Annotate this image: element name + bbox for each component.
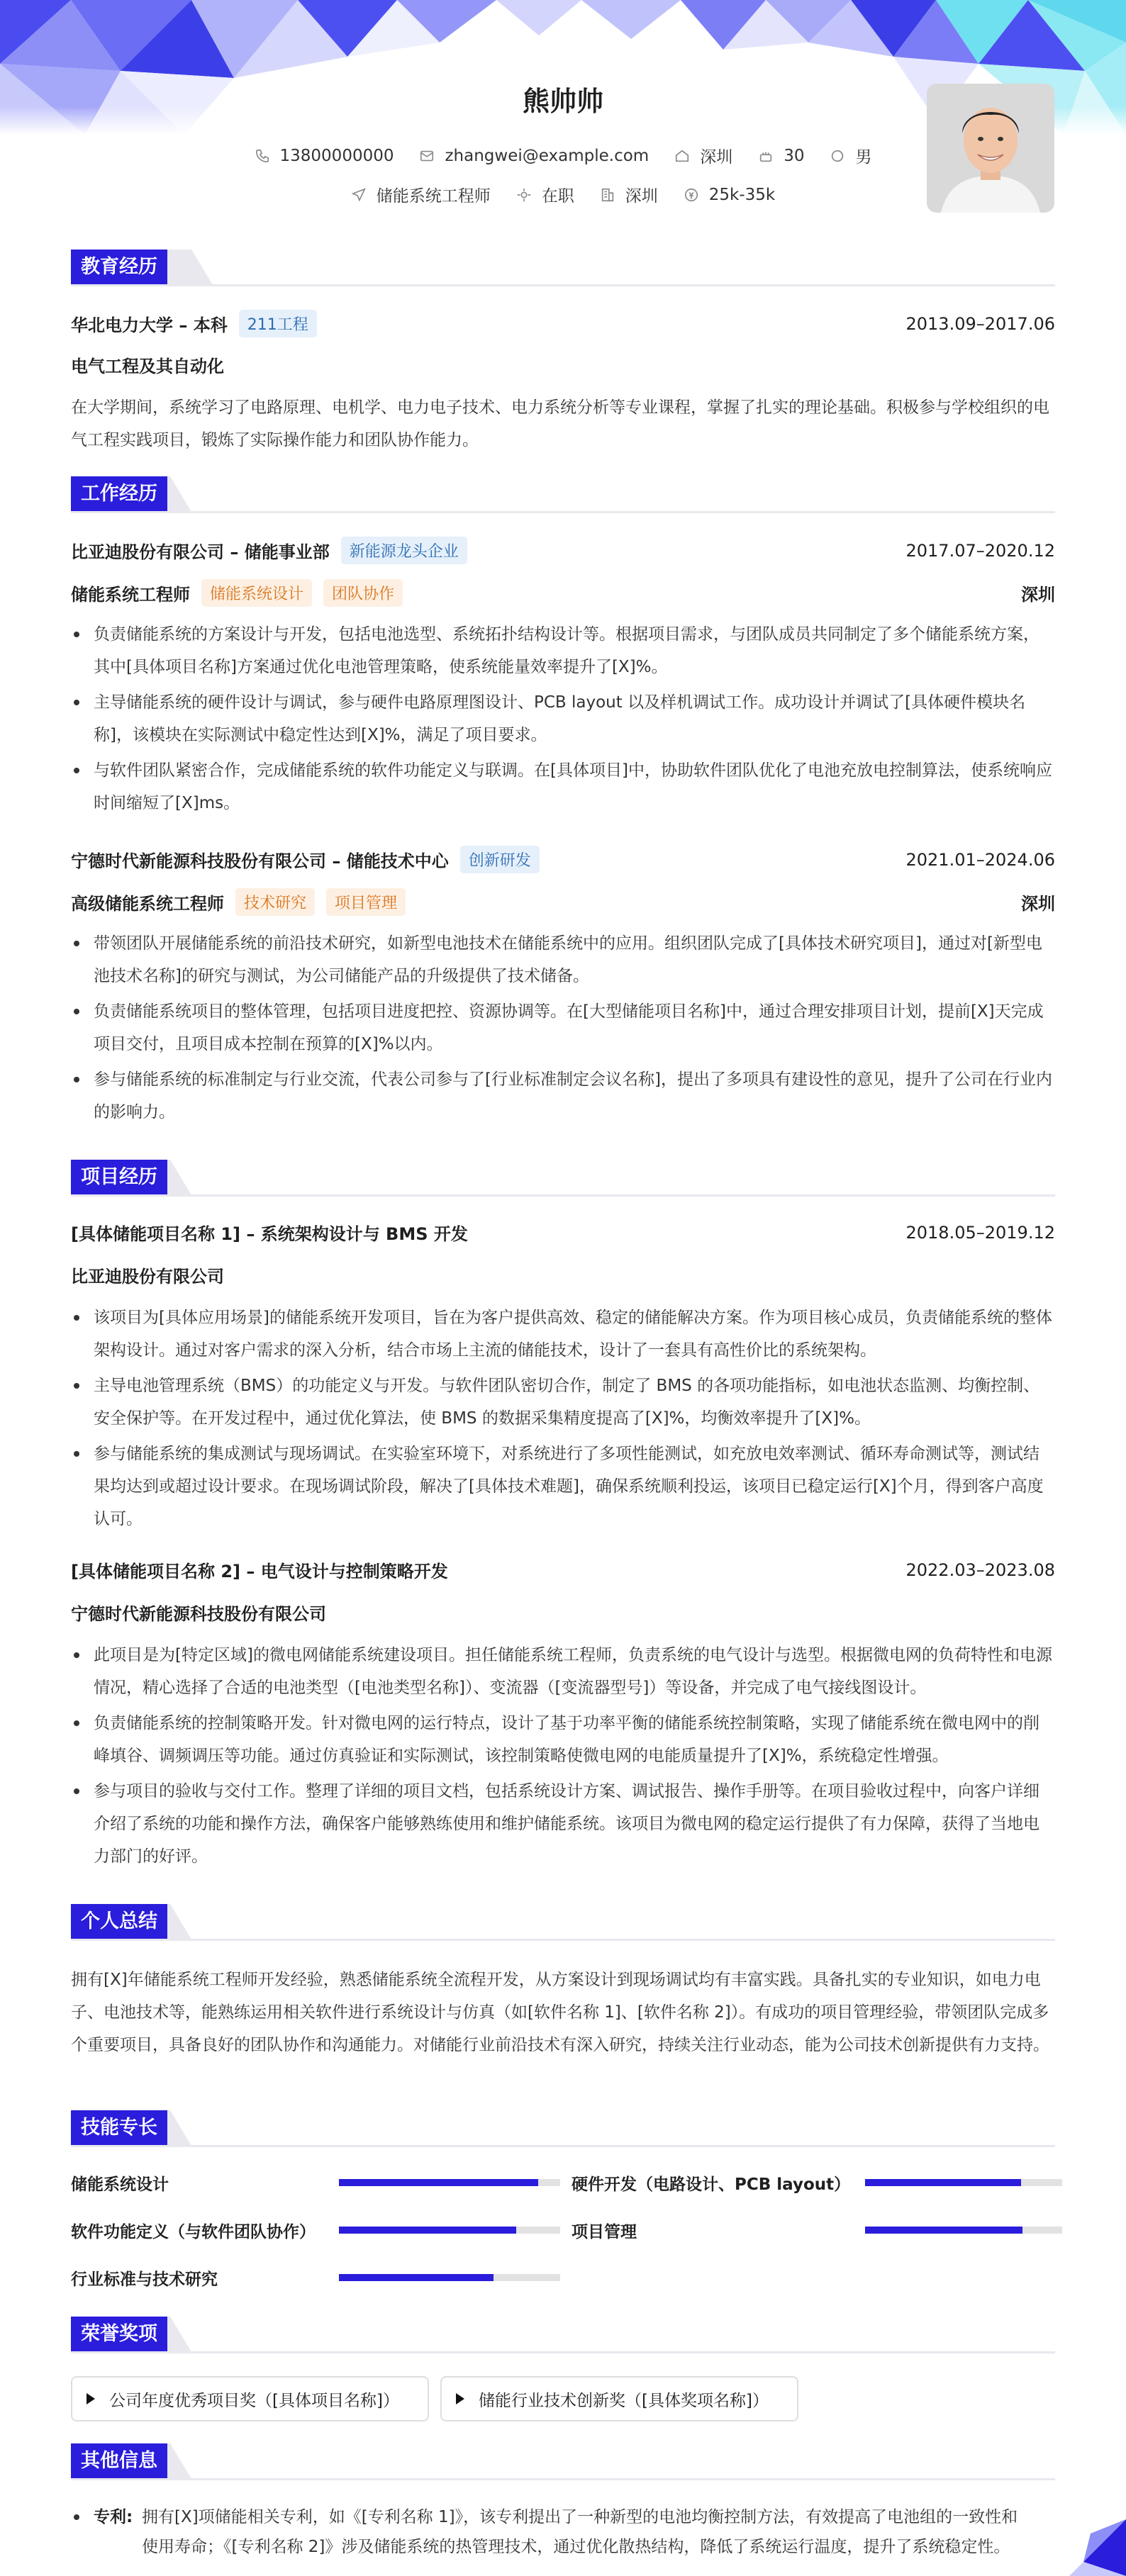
role-tag: 项目管理 <box>326 888 406 916</box>
work-date: 2021.01–2024.06 <box>905 849 1055 870</box>
work-date: 2017.07–2020.12 <box>905 540 1055 561</box>
status-info <box>516 183 574 206</box>
project-company: 宁德时代新能源科技股份有限公司 <box>71 1604 326 1624</box>
education-header <box>71 310 1055 337</box>
section-work <box>71 476 1055 512</box>
company-tag: 新能源龙头企业 <box>341 537 467 564</box>
work-location: 深圳 <box>1021 894 1055 914</box>
skill-bar <box>865 2227 1062 2234</box>
age-info <box>758 147 804 165</box>
position-text: 储能系统工程师 <box>376 187 491 206</box>
section-title: 个人总结 <box>71 1904 167 1939</box>
section-summary <box>71 1904 1055 1939</box>
section-projects <box>71 1160 1055 1195</box>
section-title: 工作经历 <box>71 476 167 512</box>
salary-text: 25k-35k <box>708 185 776 204</box>
email-icon <box>419 148 435 164</box>
company-tag: 创新研发 <box>460 846 540 873</box>
skill-bar <box>339 2179 560 2186</box>
project-bullet: 主导电池管理系统（BMS）的功能定义与开发。与软件团队密切合作，制定了 BMS 的各项功能指标，如电池状态监测、均衡控制、安全保护等。在开发过程中，通过优化算法，使 BMS 的数据采集精度提高了[X]%，均衡效率提升了[X]%。 <box>71 1370 1055 1435</box>
role-row <box>71 579 1055 607</box>
section-title: 荣誉奖项 <box>71 2317 167 2352</box>
major-name: 电气工程及其自动化 <box>71 357 224 376</box>
major-row <box>71 352 1055 377</box>
company-name: 宁德时代新能源科技股份有限公司 – 储能技术中心 <box>71 851 449 871</box>
section-other <box>71 2443 1055 2479</box>
age-icon <box>758 148 774 164</box>
phone-text: 13800000000 <box>279 146 394 165</box>
email-text: zhangwei@example.com <box>445 146 650 165</box>
project-header <box>71 1220 1055 1245</box>
award-text: 公司年度优秀项目奖（[具体项目名称]） <box>109 2391 399 2410</box>
school-tag: 211工程 <box>239 310 317 337</box>
home-icon <box>674 148 690 164</box>
project-name: [具体储能项目名称 1] – 系统架构设计与 BMS 开发 <box>71 1224 468 1244</box>
role-title: 储能系统工程师 <box>71 585 190 605</box>
skill-name: 行业标准与技术研究 <box>71 2270 218 2289</box>
candidate-name: 熊帅帅 <box>522 86 603 117</box>
skill-bar-fill <box>339 2274 494 2281</box>
project-name: [具体储能项目名称 2] – 电气设计与控制策略开发 <box>71 1562 448 1581</box>
footer-decoration <box>1069 2519 1126 2576</box>
building-icon <box>600 187 615 203</box>
salary-icon <box>684 187 699 203</box>
section-skills <box>71 2110 1055 2146</box>
phone-info <box>255 147 394 165</box>
section-title: 技能专长 <box>71 2110 167 2146</box>
target-city-text: 深圳 <box>625 187 658 206</box>
award-item <box>440 2376 798 2421</box>
send-icon <box>351 187 367 203</box>
section-title: 项目经历 <box>71 1160 167 1195</box>
company-name: 比亚迪股份有限公司 – 储能事业部 <box>71 542 330 562</box>
skill-bar-fill <box>865 2179 1021 2186</box>
patent-text-line: 使用寿命；《[专利名称 2]》涉及储能系统的热管理技术，通过优化散热结构，降低了系统运行温度，提升了系统稳定性。 <box>142 2538 1010 2556</box>
school-name: 华北电力大学 – 本科 <box>71 315 228 335</box>
skill-bar-fill <box>339 2179 538 2186</box>
position-info <box>351 183 491 206</box>
project-company-row <box>71 1600 1055 1625</box>
city-text: 深圳 <box>700 148 733 167</box>
project-date: 2022.03–2023.08 <box>905 1559 1055 1580</box>
project-bullet: 该项目为[具体应用场景]的储能系统开发项目，旨在为客户提供高效、稳定的储能解决方案。作为项目核心成员，负责储能系统的整体架构设计。通过对客户需求的深入分析，结合市场上主流的储能技术，设计了一套具有高性价比的系统架构。 <box>71 1301 1055 1367</box>
work-bullet: 参与储能系统的标准制定与行业交流，代表公司参与了[行业标准制定会议名称]，提出了多项具有建设性的意见，提升了公司在行业内的影响力。 <box>71 1063 1055 1129</box>
skill-bar <box>339 2227 560 2234</box>
project-bullet: 参与储能系统的集成测试与现场调试。在实验室环境下，对系统进行了多项性能测试，如充放电效率测试、循环寿命测试等，测试结果均达到或超过设计要求。在现场调试阶段，解决了[具体技术难题]，确保系统顺利投运，该项目已稳定运行[X]个月，得到客户高度认可。 <box>71 1438 1055 1535</box>
section-title: 其他信息 <box>71 2443 167 2479</box>
section-education <box>71 250 1055 285</box>
triangle-bullet-icon <box>87 2393 95 2404</box>
patent-label: 专利: <box>94 2508 133 2526</box>
status-icon <box>516 187 532 203</box>
project-header <box>71 1557 1055 1582</box>
gender-info <box>830 144 871 167</box>
gender-text: 男 <box>855 148 872 167</box>
work-bullet: 带领团队开展储能系统的前沿技术研究，如新型电池技术在储能系统中的应用。组织团队完成了[具体技术研究项目]，通过对[新型电池技术名称]的研究与测试，为公司储能产品的升级提供了技术储备。 <box>71 927 1055 992</box>
summary-text: 拥有[X]年储能系统工程师开发经验，熟悉储能系统全流程开发，从方案设计到现场调试均有丰富实践。具备扎实的专业知识，如电力电子、电池技术等，能熟练运用相关软件进行系统设计与仿真（如[软件名称 1]、[软件名称 2]）。有成功的项目管理经验，带领团队完成多个重要项目，具备良好的团队协作和沟通能力。对储能行业前沿技术有深入研究，持续关注行业动态，能为公司技术创新提供有力支持。 <box>71 1971 1049 2054</box>
education-description: 在大学期间，系统学习了电路原理、电机学、电力电子技术、电力系统分析等专业课程，掌握了扎实的理论基础。积极参与学校组织的电气工程实践项目，锻炼了实际操作能力和团队协作能力。 <box>71 398 1049 449</box>
project-company-row <box>71 1262 1055 1287</box>
status-text: 在职 <box>541 187 574 206</box>
award-text: 储能行业技术创新奖（[具体奖项名称]） <box>479 2391 769 2410</box>
work-location: 深圳 <box>1021 585 1055 605</box>
project-company: 比亚迪股份有限公司 <box>71 1267 224 1287</box>
avatar <box>927 84 1054 213</box>
work-bullet: 主导储能系统的硬件设计与调试，参与硬件电路原理图设计、PCB layout 以及样机调试工作。成功设计并调试了[具体硬件模块名称]，该模块在实际测试中稳定性达到[X]%，满足了项目要求。 <box>71 686 1055 751</box>
work-bullet: 负责储能系统的方案设计与开发，包括电池选型、系统拓扑结构设计等。根据项目需求，与团队成员共同制定了多个储能系统方案，其中[具体项目名称]方案通过优化电池管理策略，使系统能量效率提升了[X]%。 <box>71 618 1055 683</box>
section-title: 教育经历 <box>71 250 167 285</box>
skill-bar <box>865 2179 1062 2186</box>
email-info <box>419 147 649 165</box>
skill-name: 硬件开发（电路设计、PCB layout） <box>572 2175 851 2194</box>
target-city-info <box>600 183 658 206</box>
skill-name: 储能系统设计 <box>71 2175 169 2194</box>
phone-icon <box>255 148 270 164</box>
role-tag: 储能系统设计 <box>201 579 312 607</box>
gender-icon <box>830 148 845 164</box>
project-bullet: 参与项目的验收与交付工作。整理了详细的项目文档，包括系统设计方案、调试报告、操作手册等。在项目验收过程中，向客户详细介绍了系统的功能和操作方法，确保客户能够熟练使用和维护储能系统。该项目为微电网的稳定运行提供了有力保障，获得了当地电力部门的好评。 <box>71 1775 1055 1873</box>
skill-bar-fill <box>339 2227 516 2234</box>
age-text: 30 <box>784 146 805 165</box>
project-bullet: 负责储能系统的控制策略开发。针对微电网的运行特点，设计了基于功率平衡的储能系统控制策略，实现了储能系统在微电网中的削峰填谷、调频调压等功能。通过仿真验证和实际测试，该控制策略使微电网的电能质量提升了[X]%，系统稳定性增强。 <box>71 1707 1055 1772</box>
role-row <box>71 888 1055 916</box>
education-date: 2013.09–2017.06 <box>905 313 1055 334</box>
city-info <box>674 144 732 167</box>
skill-name: 项目管理 <box>572 2223 637 2241</box>
role-tag: 团队协作 <box>323 579 403 607</box>
patent-text-line: 拥有[X]项储能相关专利，如《[专利名称 1]》，该专利提出了一种新型的电池均衡控制方法，有效提高了电池组的一致性和 <box>142 2508 1018 2526</box>
section-awards <box>71 2317 1055 2352</box>
role-title: 高级储能系统工程师 <box>71 894 224 914</box>
skill-bar-fill <box>865 2227 1022 2234</box>
role-tag: 技术研究 <box>235 888 315 916</box>
project-date: 2018.05–2019.12 <box>905 1222 1055 1243</box>
award-item <box>71 2376 429 2421</box>
work-bullet: 与软件团队紧密合作，完成储能系统的软件功能定义与联调。在[具体项目]中，协助软件团队优化了电池充放电控制算法，使系统响应时间缩短了[X]ms。 <box>71 754 1055 819</box>
triangle-bullet-icon <box>456 2393 464 2404</box>
skill-name: 软件功能定义（与软件团队协作） <box>71 2223 316 2241</box>
work-bullet: 负责储能系统项目的整体管理，包括项目进度把控、资源协调等。在[大型储能项目名称]中，通过合理安排项目计划，提前[X]天完成项目交付，且项目成本控制在预算的[X]%以内。 <box>71 995 1055 1060</box>
project-bullet: 此项目是为[特定区域]的微电网储能系统建设项目。担任储能系统工程师，负责系统的电气设计与选型。根据微电网的负荷特性和电源情况，精心选择了合适的电池类型（[电池类型名称]）、变流器（[变流器型号]）等设备，并完成了电气接线图设计。 <box>71 1639 1055 1704</box>
work-header <box>71 537 1055 564</box>
work-header <box>71 846 1055 873</box>
salary-info <box>684 186 775 204</box>
skill-bar <box>339 2274 560 2281</box>
